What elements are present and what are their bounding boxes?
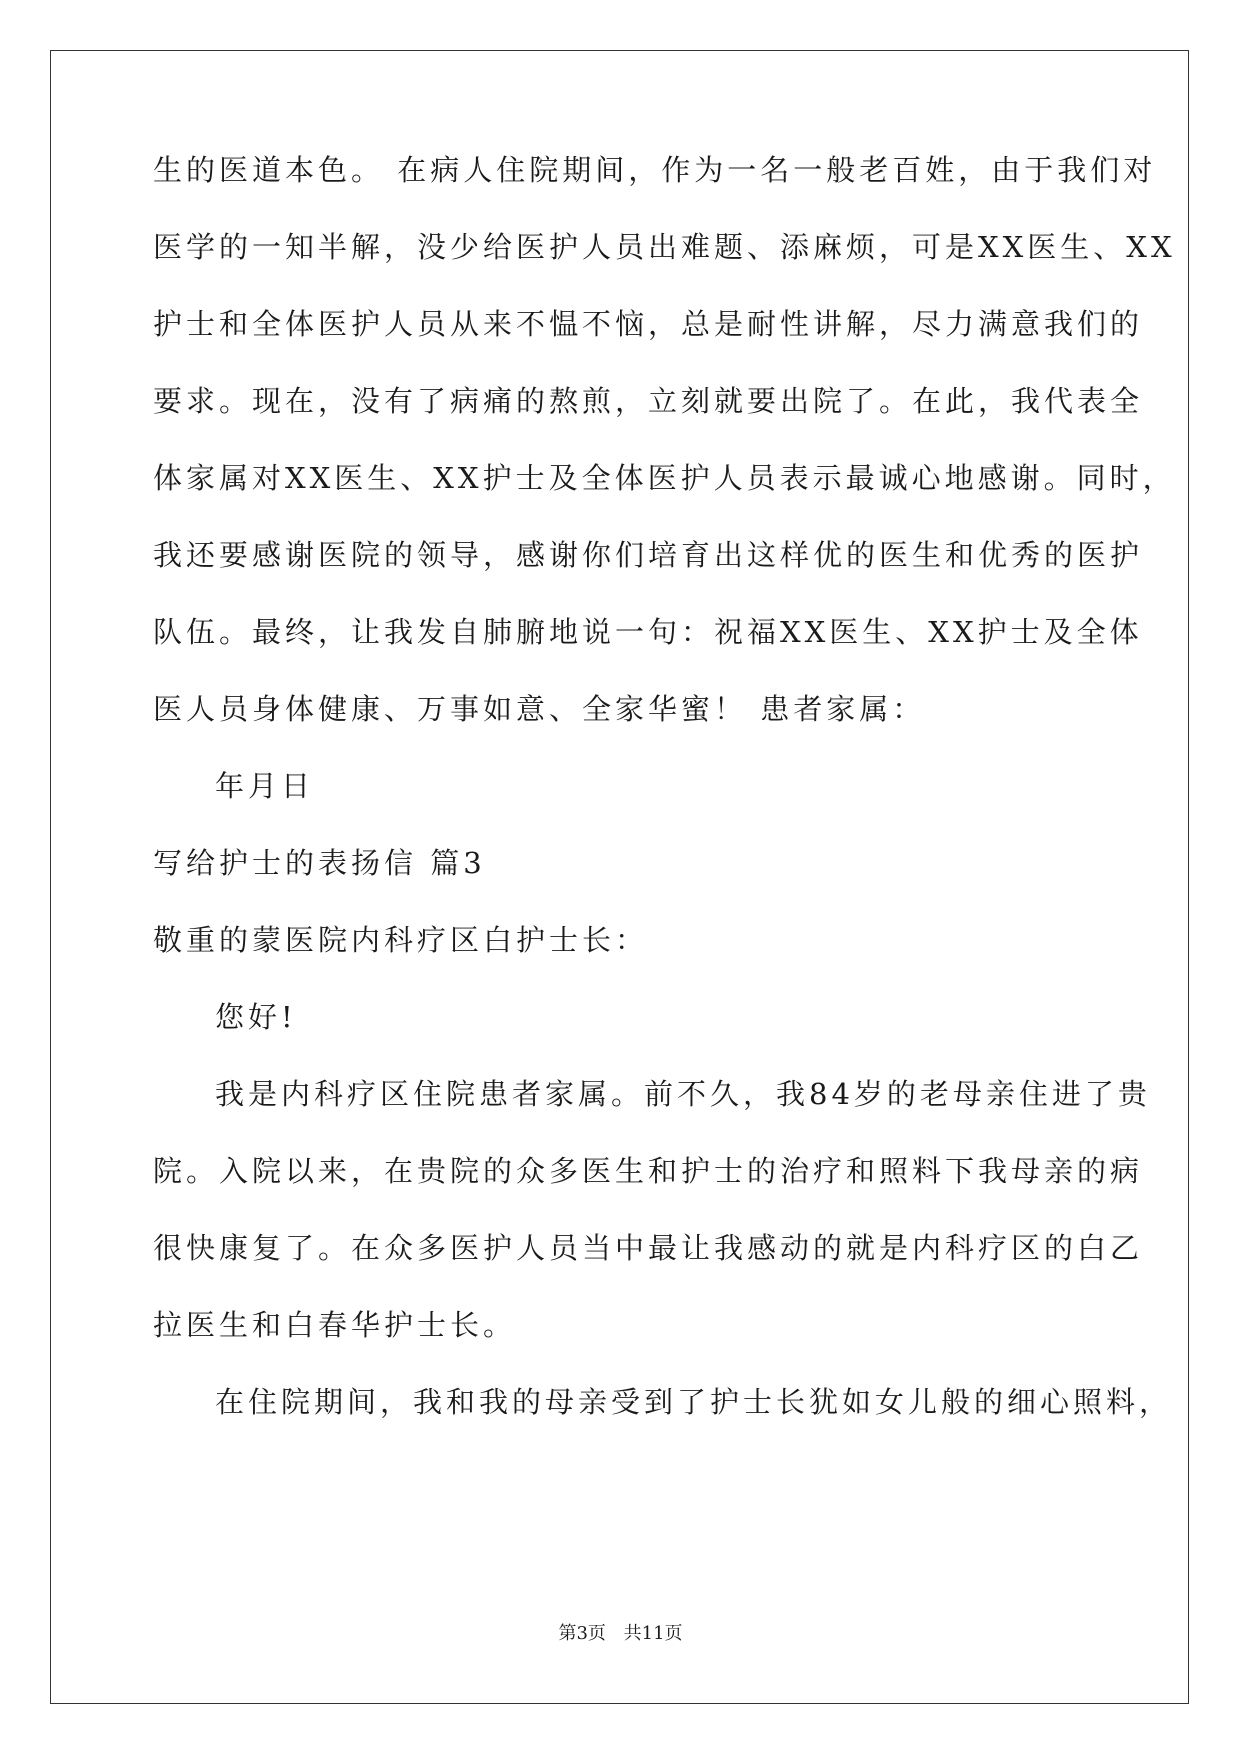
text-line: 很快康复了。在众多医护人员当中最让我感动的就是内科疗区的白乙 [153, 1231, 1144, 1265]
salutation: 敬重的蒙医院内科疗区白护士长： [153, 923, 649, 957]
text-line: 体家属对XX医生、XX护士及全体医护人员表示最诚心地感谢。同时， [153, 461, 1176, 495]
text-line: 生的医道本色。 在病人住院期间，作为一名一般老百姓，由于我们对 [153, 153, 1157, 187]
text-line: 队伍。最终，让我发自肺腑地说一句：祝福XX医生、XX护士及全体 [153, 615, 1143, 649]
text-line: 我还要感谢医院的领导，感谢你们培育出这样优的医生和优秀的医护 [153, 538, 1144, 572]
text-line: 拉医生和白春华护士长。 [153, 1308, 517, 1342]
page-footer [0, 1622, 1241, 1646]
text-line: 护士和全体医护人员从来不愠不恼，总是耐性讲解，尽力满意我们的 [153, 307, 1144, 341]
text-line: 医学的一知半解，没少给医护人员出难题、添麻烦，可是XX医生、XX [153, 230, 1176, 264]
text-line: 医人员身体健康、万事如意、全家华蜜！ 患者家属： [153, 692, 926, 726]
text-line: 要求。现在，没有了病痛的熬煎，立刻就要出院了。在此，我代表全 [153, 384, 1144, 418]
text-line: 院。入院以来，在贵院的众多医生和护士的治疗和照料下我母亲的病 [153, 1154, 1144, 1188]
greeting: 您好! [215, 1000, 297, 1034]
text-line: 在住院期间，我和我的母亲受到了护士长犹如女儿般的细心照料， [215, 1385, 1173, 1419]
date-line: 年月日 [215, 769, 315, 803]
page-number: 第3页 [558, 1623, 606, 1644]
section-heading: 写给护士的表扬信 篇3 [153, 846, 486, 880]
page-total: 共11页 [623, 1623, 683, 1644]
text-line: 我是内科疗区住院患者家属。前不久，我84岁的老母亲住进了贵 [215, 1077, 1151, 1111]
